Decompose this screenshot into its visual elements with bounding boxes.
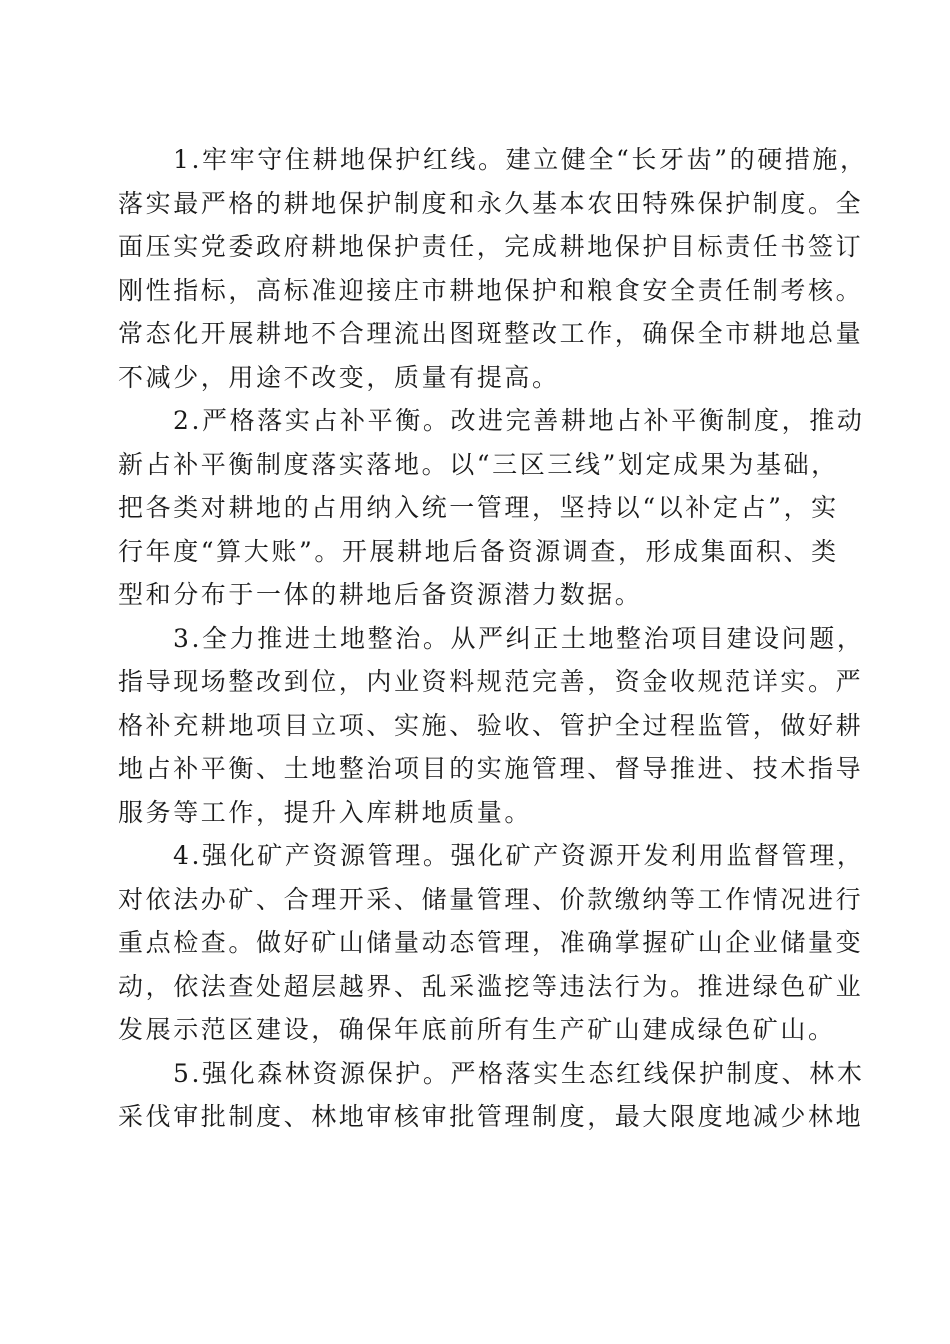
- paragraph-first-line: 3.全力推进土地整治。从严纠正土地整治项目建设问题，: [173, 623, 865, 653]
- paragraph-line: 对依法办矿、合理开采、储量管理、价款缴纳等工作情况进行: [118, 884, 864, 914]
- paragraph-first-line: 4.强化矿产资源管理。强化矿产资源开发利用监督管理，: [173, 841, 865, 870]
- paragraph-line: 地占补平衡、土地整治项目的实施管理、督导推进、技术指导: [118, 754, 864, 783]
- paragraph-first-line: 5.强化森林资源保护。严格落实生态红线保护制度、林木: [173, 1058, 865, 1088]
- paragraph-line: 发展示范区建设，确保年底前所有生产矿山建成绿色矿山。: [118, 1015, 836, 1044]
- paragraph-line: 不减少，用途不改变，质量有提高。: [118, 362, 560, 392]
- paragraph-line: 动，依法查处超层越界、乱采滥挖等违法行为。推进绿色矿业: [118, 971, 864, 1001]
- paragraph-line: 刚性指标，高标准迎接庄市耕地保护和粮食安全责任制考核。: [118, 275, 864, 305]
- paragraph-line: 采伐审批制度、林地审核审批管理制度，最大限度地减少林地: [118, 1102, 864, 1131]
- paragraph-line: 重点检查。做好矿山储量动态管理，准确掌握矿山企业储量变: [118, 928, 864, 957]
- paragraph-first-line: 1.牢牢守住耕地保护红线。建立健全“长牙齿”的硬措施，: [173, 145, 868, 174]
- document-body: [118, 138, 868, 1139]
- paragraph-line: 行年度“算大账”。开展耕地后备资源调查，形成集面积、类: [118, 536, 839, 566]
- paragraph-line: 落实最严格的耕地保护制度和永久基本农田特殊保护制度。全: [118, 188, 864, 218]
- paragraph-line: 把各类对耕地的占用纳入统一管理，坚持以“以补定占”，实: [118, 493, 839, 522]
- paragraph-line: 服务等工作，提升入库耕地质量。: [118, 797, 533, 827]
- paragraph-line: 指导现场整改到位，内业资料规范完善，资金收规范详实。严: [118, 667, 864, 696]
- paragraph-line: 新占补平衡制度落实落地。以“三区三线”划定成果为基础，: [118, 449, 839, 479]
- paragraph-line: 型和分布于一体的耕地后备资源潜力数据。: [118, 580, 643, 609]
- paragraph-line: 格补充耕地项目立项、实施、验收、管护全过程监管，做好耕: [118, 710, 864, 740]
- paragraph-line: 面压实党委政府耕地保护责任，完成耕地保护目标责任书签订: [118, 232, 864, 261]
- paragraph-line: 常态化开展耕地不合理流出图斑整改工作，确保全市耕地总量: [118, 319, 864, 348]
- paragraph-first-line: 2.严格落实占补平衡。改进完善耕地占补平衡制度，推动: [173, 406, 865, 435]
